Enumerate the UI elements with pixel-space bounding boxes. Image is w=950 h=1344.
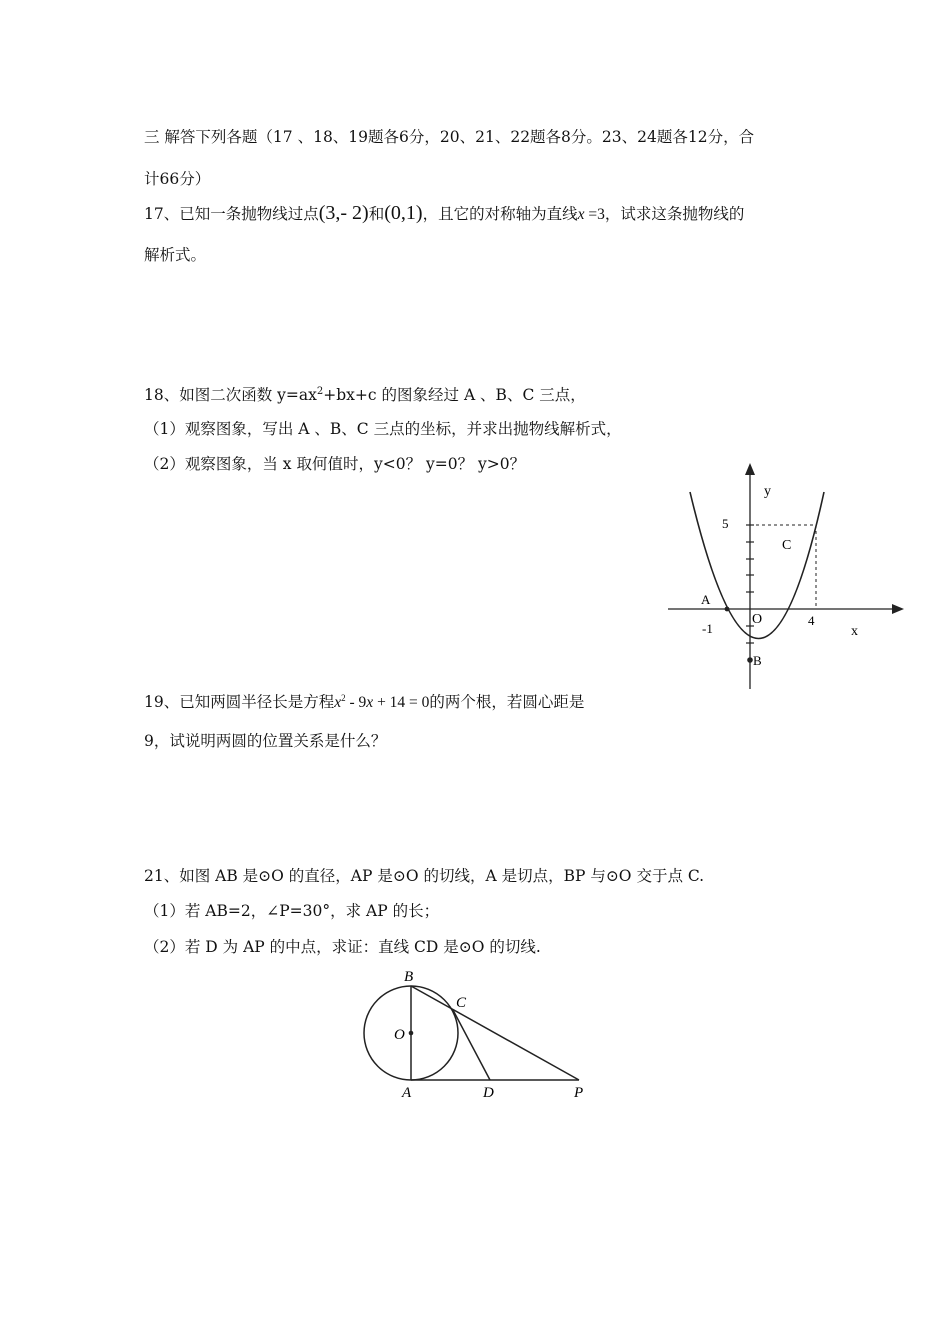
q21-line3: （2）若 D 为 AP 的中点，求证：直线 CD 是⊙O 的切线.	[144, 938, 541, 956]
q17-line2: 解析式。	[144, 246, 207, 264]
q19-line1	[144, 688, 584, 713]
point-b	[747, 657, 753, 663]
x-axis-arrow-icon	[892, 604, 904, 614]
circle-tangent-figure	[355, 963, 605, 1103]
fig-label-b: B	[404, 969, 414, 985]
q19-eq-x: x	[334, 694, 342, 712]
section-heading-line2: 计66分）	[144, 170, 211, 188]
section-heading-line1: 三 解答下列各题（17 、18、19题各6分，20、21、22题各8分。23、24题各12分，合	[144, 128, 755, 146]
q17-line1	[144, 203, 744, 225]
graph-label-x: x	[851, 624, 858, 639]
q18-line3: （2）观察图象，当 x 取何值时，y<0？ y=0？ y>0？	[144, 455, 526, 473]
graph-label-o: O	[752, 612, 763, 627]
q19-eq-sup: 2	[341, 693, 346, 703]
q17-text-c: ，且它的对称轴为直线	[422, 205, 578, 223]
q21-line1: 21、如图 AB 是⊙O 的直径，AP 是⊙O 的切线，A 是切点，BP 与⊙O 交于点 C.	[144, 867, 705, 885]
graph-label-neg1: -1	[702, 621, 713, 636]
q17-axis-var: x	[577, 206, 585, 223]
q17-point2: (0,1)	[384, 202, 423, 224]
q17-text-d: ，试求这条抛物线的	[604, 205, 745, 223]
fig-label-c: C	[456, 995, 467, 1011]
q19-text-b: 的两个根，若圆心距是	[429, 693, 585, 712]
graph-label-c: C	[782, 538, 792, 553]
fig-label-o: O	[394, 1027, 405, 1043]
q17-axis-eq: =3	[584, 206, 605, 223]
q17-axis-equation	[578, 206, 605, 223]
graph-label-4: 4	[808, 613, 815, 628]
graph-label-a: A	[701, 592, 711, 607]
point-a	[725, 607, 730, 612]
parabola-graph	[660, 455, 910, 695]
q17-text-a: 17、已知一条抛物线过点	[144, 205, 319, 223]
y-axis-arrow-icon	[745, 463, 755, 475]
q19-eq-end: + 14 = 0	[373, 694, 430, 712]
q17-text-b: 和	[368, 205, 385, 223]
q18-line1-b: +bx+c 的图象经过 A 、B、C 三点，	[323, 386, 586, 405]
q19-eq-mid: - 9	[345, 694, 367, 712]
fig-label-a: A	[402, 1085, 412, 1101]
q18-line2: （1）观察图象，写出 A 、B、C 三点的坐标，并求出抛物线解析式，	[144, 420, 622, 438]
q18-line1-sup: 2	[316, 386, 324, 397]
q18-line1-a: 18、如图二次函数 y=ax	[144, 386, 317, 405]
graph-label-5: 5	[722, 516, 729, 531]
fig-label-p: P	[574, 1085, 584, 1101]
secant-bp	[411, 986, 579, 1080]
q21-line2: （1）若 AB=2，∠P=30°，求 AP 的长；	[144, 902, 440, 920]
fig-label-d: D	[483, 1085, 494, 1101]
graph-label-y: y	[764, 484, 771, 499]
q19-equation	[334, 694, 429, 711]
q17-point1: (3,- 2)	[318, 202, 369, 224]
center-o-point	[409, 1031, 414, 1036]
q19-text-a: 19、已知两圆半径长是方程	[144, 693, 335, 712]
graph-label-b: B	[753, 653, 762, 668]
q19-eq-x2: x	[366, 694, 374, 712]
q19-line2: 9，试说明两圆的位置关系是什么？	[144, 732, 387, 750]
q18-line1	[144, 382, 586, 405]
